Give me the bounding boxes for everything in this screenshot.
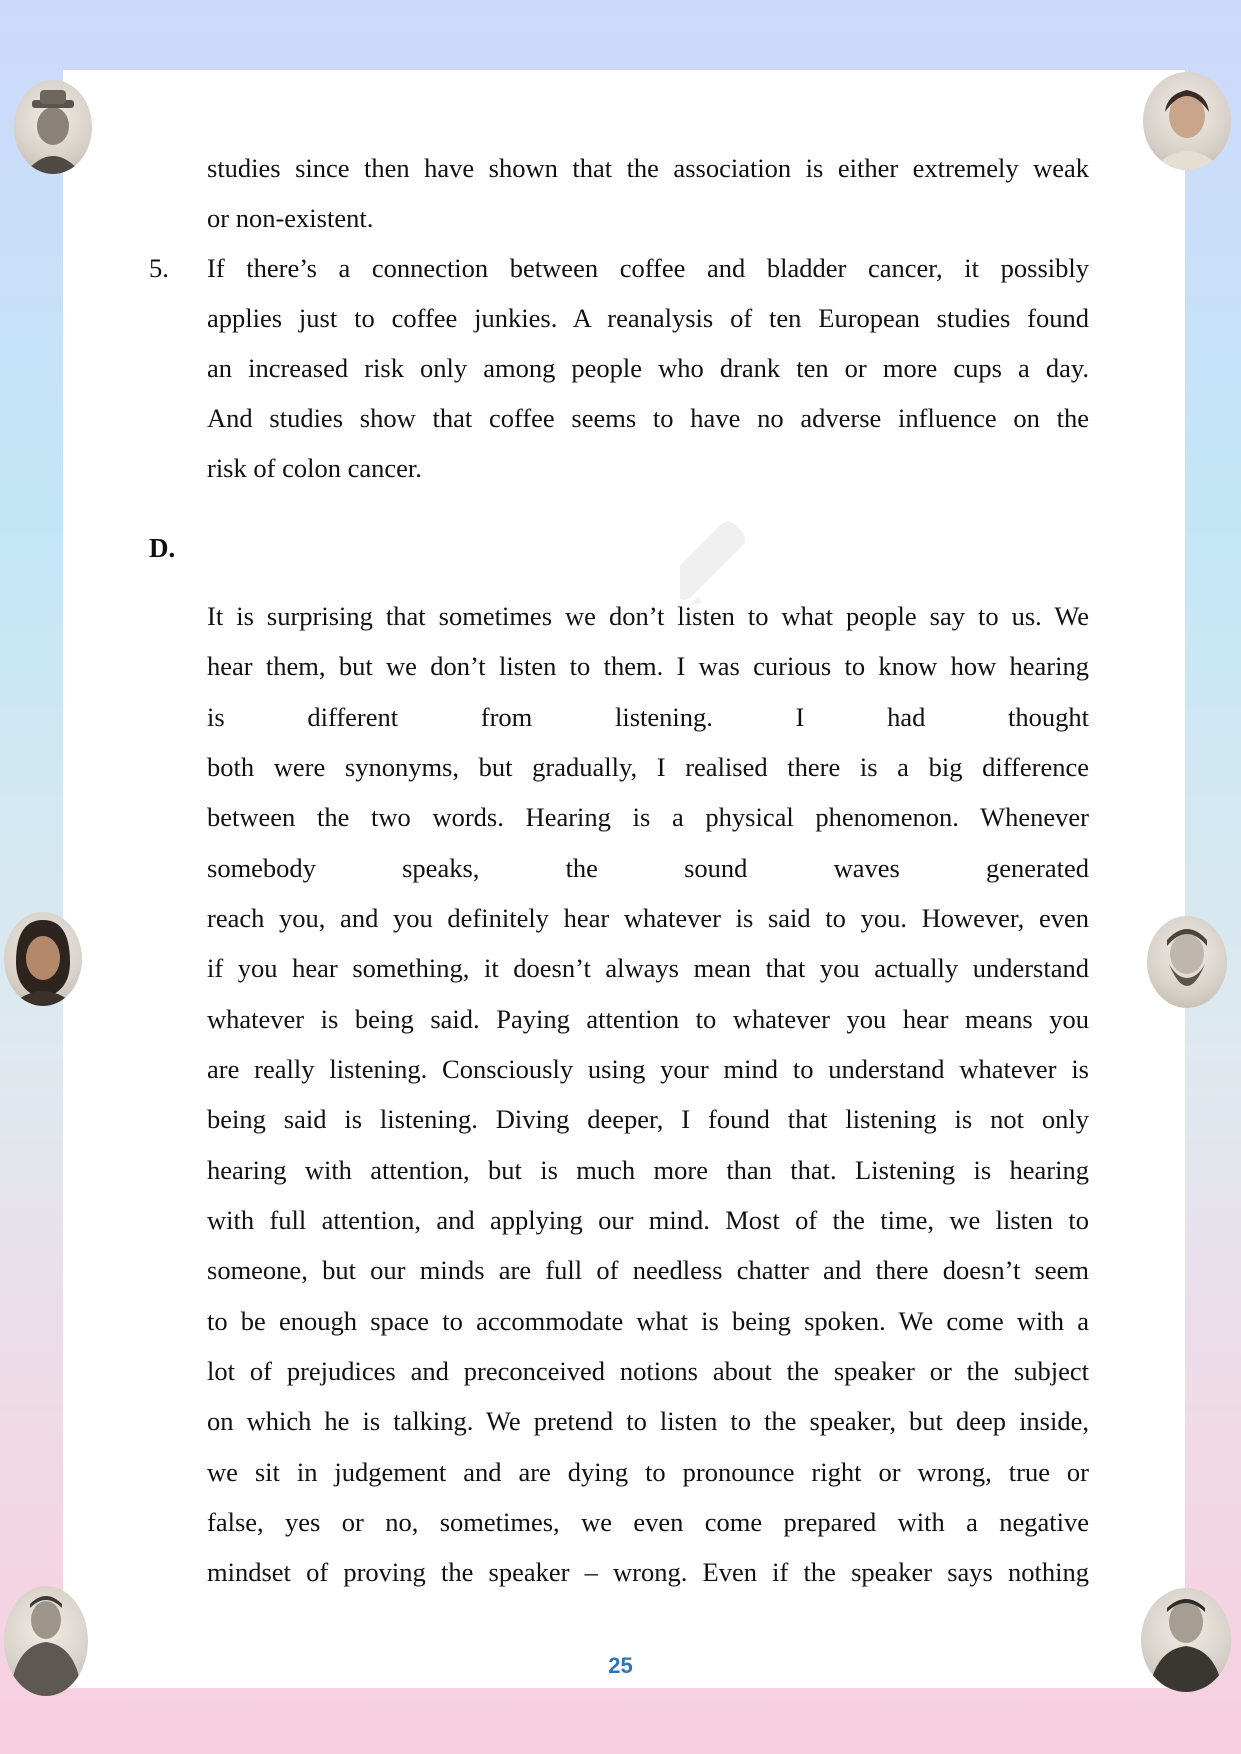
text-line: It is surprising that sometimes we don’t listen to what people say to us. We — [207, 601, 1089, 631]
text-line: lot of prejudices and preconceived notions about the speaker or the subject — [207, 1356, 1089, 1386]
text-line: false, yes or no, sometimes, we even come prepared with a negative — [207, 1507, 1089, 1537]
text-line: both were synonyms, but gradually, I realised there is a big difference — [207, 752, 1089, 782]
text-line: somebody speaks, the sound waves generated — [207, 853, 1089, 883]
text-line: hearing with attention, but is much more than that. Listening is hearing — [207, 1155, 1089, 1185]
text-line: between the two words. Hearing is a physical phenomenon. Whenever — [207, 802, 1089, 832]
text-line: on which he is talking. We pretend to listen to the speaker, but deep inside, — [207, 1406, 1089, 1436]
text-line: being said is listening. Diving deeper, I found that listening is not only — [207, 1104, 1089, 1134]
text-line: an increased risk only among people who drank ten or more cups a day. — [207, 353, 1089, 383]
text-line: hear them, but we don’t listen to them. I was curious to know how hearing — [207, 651, 1089, 681]
portrait-top-left-icon — [14, 80, 92, 174]
text-line: someone, but our minds are full of needless chatter and there doesn’t seem — [207, 1255, 1089, 1285]
text-line: studies since then have shown that the association is either extremely weak — [207, 153, 1089, 183]
text-line: we sit in judgement and are dying to pronounce right or wrong, true or — [207, 1457, 1089, 1487]
text-line: whatever is being said. Paying attention to whatever you hear means you — [207, 1004, 1089, 1034]
section-heading: D. — [149, 533, 176, 563]
text-line: are really listening. Consciously using your mind to understand whatever is — [207, 1054, 1089, 1084]
text-line: risk of colon cancer. — [207, 453, 422, 483]
text-line: mindset of proving the speaker – wrong. Even if the speaker says nothing — [207, 1557, 1089, 1587]
portrait-bottom-left-icon — [4, 1586, 88, 1696]
text-line: if you hear something, it doesn’t always mean that you actually understand — [207, 953, 1089, 983]
text-line: reach you, and you definitely hear whatever is said to you. However, even — [207, 903, 1089, 933]
portrait-middle-left-icon — [4, 912, 82, 1006]
text-line: or non-existent. — [207, 203, 374, 233]
list-item-number: 5. — [149, 253, 169, 283]
text-line: to be enough space to accommodate what is being spoken. We come with a — [207, 1306, 1089, 1336]
portrait-top-right-icon — [1143, 72, 1231, 170]
page-number: 25 — [608, 1653, 633, 1678]
portrait-middle-right-icon — [1147, 916, 1227, 1008]
text-line: with full attention, and applying our mind. Most of the time, we listen to — [207, 1205, 1089, 1235]
text-line: If there’s a connection between coffee and bladder cancer, it possibly — [207, 253, 1089, 283]
text-line: And studies show that coffee seems to have no adverse influence on the — [207, 403, 1089, 433]
text-line: is different from listening. I had thought — [207, 702, 1089, 732]
text-line: applies just to coffee junkies. A reanalysis of ten European studies found — [207, 303, 1089, 333]
